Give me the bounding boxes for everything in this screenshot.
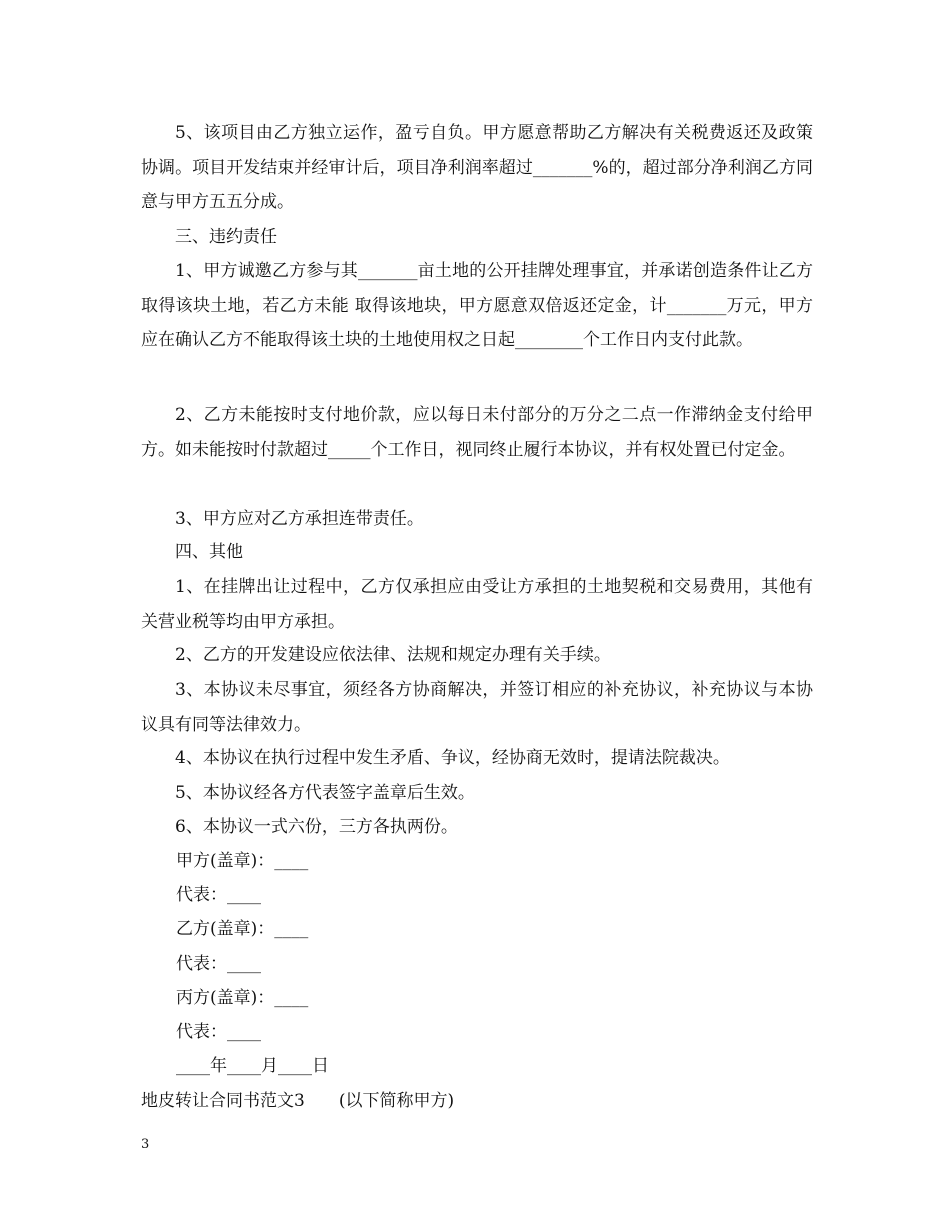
date-line: ____年____月____日 <box>176 1056 329 1076</box>
signature-party-b: 乙方(盖章)：____ <box>176 919 309 939</box>
breach-clause-1: 1、甲方诚邀乙方参与其_______亩土地的公开挂牌处理事宜，并承诺创造条件让乙方取得该块土地，若乙方未能 取得该地块，甲方愿意双倍返还定金，计_______万元，甲方应在确认乙方不能取得该土块的土地使用权之日起________个工作日内支付此款。 <box>141 261 813 350</box>
signature-representative-b: 代表：____ <box>176 954 261 974</box>
section-heading-breach: 三、违约责任 <box>175 227 277 247</box>
signature-representative-c: 代表：____ <box>176 1022 261 1042</box>
other-clause-3: 3、本协议未尽事宜，须经各方协商解决，并签订相应的补充协议，补充协议与本协议具有同等法律效力。 <box>141 680 813 735</box>
signature-party-a: 甲方(盖章)：____ <box>176 851 309 871</box>
page-number: 3 <box>141 1137 150 1152</box>
other-clause-5: 5、本协议经各方代表签字盖章后生效。 <box>175 783 475 803</box>
other-clause-4: 4、本协议在执行过程中发生矛盾、争议，经协商无效时，提请法院裁决。 <box>175 748 730 768</box>
breach-clause-2: 2、乙方未能按时支付地价款，应以每日未付部分的万分之二点一作滞纳金支付给甲方。如未能按时付款超过_____个工作日，视同终止履行本协议，并有权处置已付定金。 <box>141 405 813 460</box>
next-document-title: 地皮转让合同书范文3 (以下简称甲方) <box>141 1091 455 1111</box>
section-heading-other: 四、其他 <box>175 542 243 562</box>
breach-clause-3: 3、甲方应对乙方承担连带责任。 <box>175 509 424 529</box>
signature-party-c: 丙方(盖章)：____ <box>176 988 309 1008</box>
other-clause-1: 1、在挂牌出让过程中，乙方仅承担应由受让方承担的土地契税和交易费用，其他有关营业税等均由甲方承担。 <box>141 577 813 632</box>
other-clause-6: 6、本协议一式六份，三方各执两份。 <box>175 817 458 837</box>
signature-representative-a: 代表：____ <box>176 885 261 905</box>
other-clause-2: 2、乙方的开发建设应依法律、法规和规定办理有关手续。 <box>175 645 611 665</box>
clause-5-profit-sharing: 5、该项目由乙方独立运作，盈亏自负。甲方愿意帮助乙方解决有关税费返还及政策协调。项目开发结束并经审计后，项目净利润率超过_______%的，超过部分净利润乙方同意与甲方五五分成。 <box>141 123 813 212</box>
